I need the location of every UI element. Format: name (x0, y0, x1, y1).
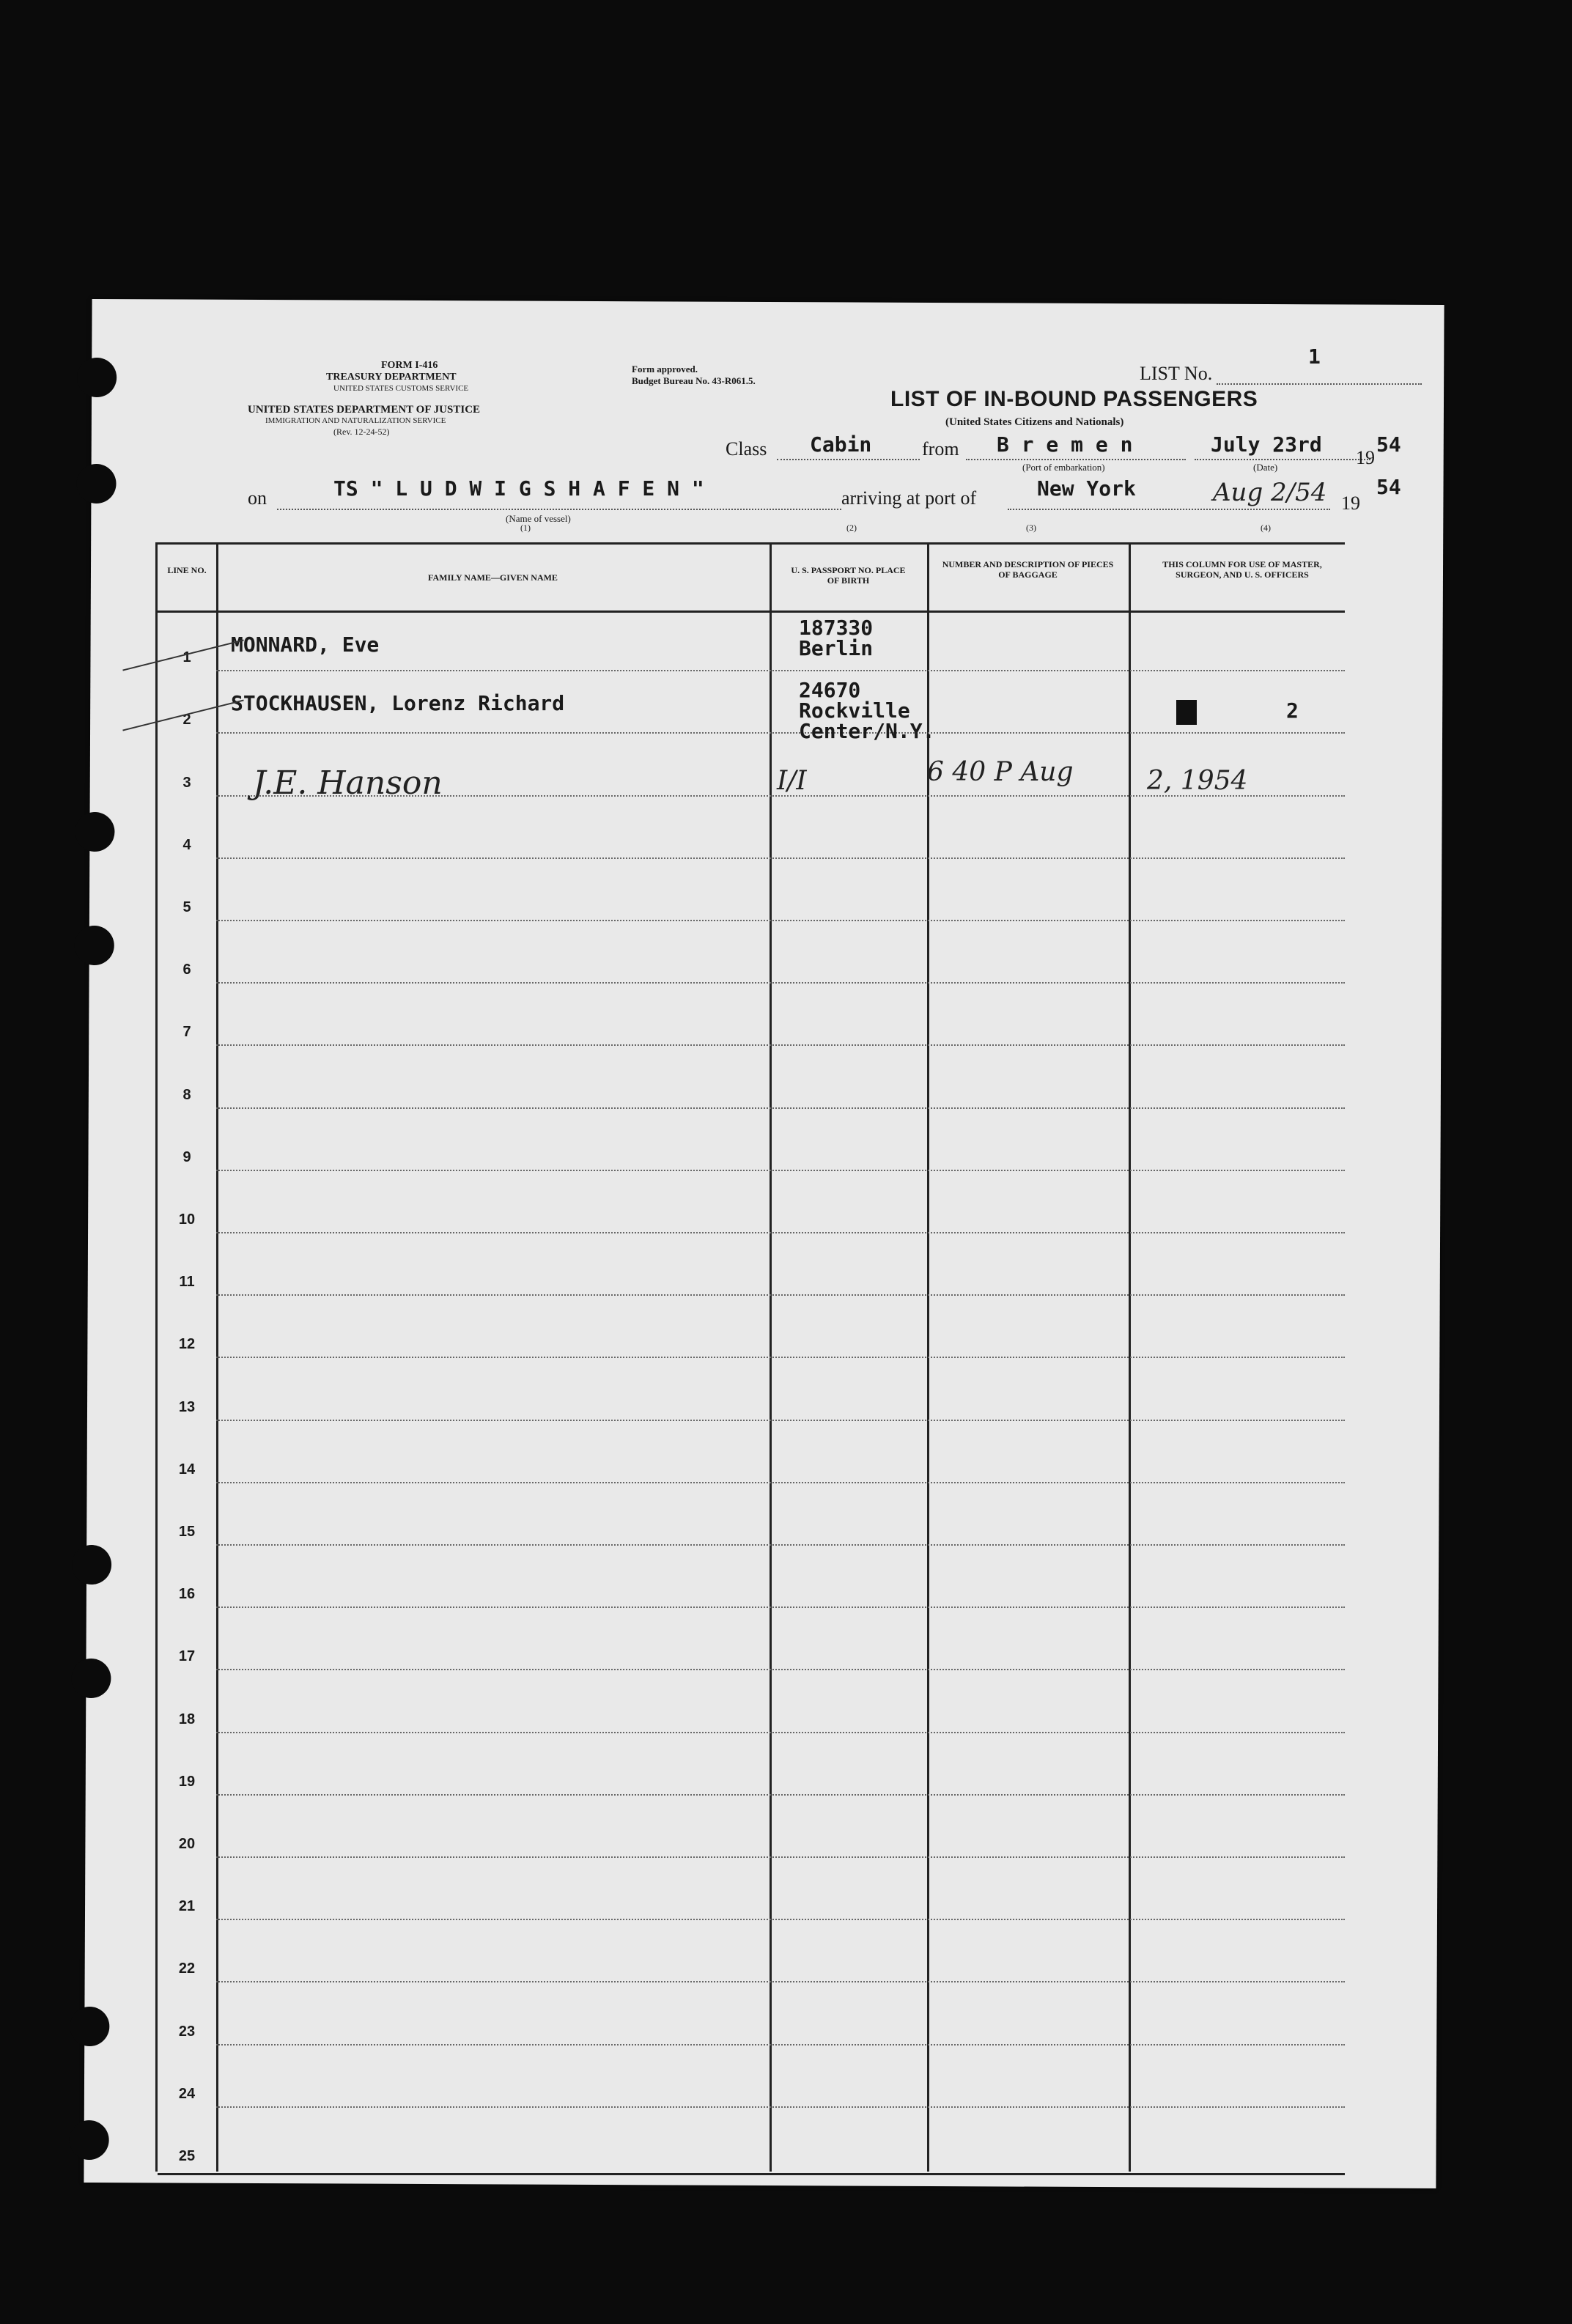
line-number: 10 (178, 1211, 196, 1228)
header-officers: THIS COLUMN FOR USE OF MASTER, SURGEON, AND U. S. OFFICERS (1162, 559, 1322, 580)
table-row (216, 1856, 1345, 1858)
row-1-birthplace: Berlin (799, 636, 874, 660)
arrival-date-handwritten: Aug 2/54 (1213, 478, 1327, 507)
table-row (216, 670, 1345, 671)
date-caption: (Date) (1253, 462, 1278, 473)
header-name: FAMILY NAME—GIVEN NAME (428, 572, 558, 583)
table-row (216, 1170, 1345, 1171)
caption-2: (2) (846, 523, 857, 533)
line-number: 17 (178, 1648, 196, 1665)
table-row (216, 1794, 1345, 1796)
table-row (216, 1606, 1345, 1608)
vessel-caption: (Name of vessel) (506, 513, 571, 524)
table-row (216, 1357, 1345, 1358)
table-row (216, 1482, 1345, 1483)
header-passport: U. S. PASSPORT NO. PLACE OF BIRTH (791, 565, 906, 586)
table-row (216, 1107, 1345, 1109)
punch-hole (75, 926, 114, 965)
dept-of-justice: UNITED STATES DEPARTMENT OF JUSTICE (248, 404, 481, 416)
table-row (158, 2173, 1345, 2175)
punch-hole (76, 464, 116, 503)
class-label: Class (726, 438, 767, 460)
customs-service: UNITED STATES CUSTOMS SERVICE (333, 384, 469, 393)
line-number: 6 (182, 962, 191, 978)
year-prefix-2: 19 (1341, 493, 1360, 514)
budget-bureau: Budget Bureau No. 43-R061.5. (632, 375, 756, 386)
arriving-label: arriving at port of (841, 487, 977, 509)
form-approved: Form approved. (632, 364, 698, 375)
table-row (216, 1294, 1345, 1296)
punch-hole (70, 2007, 109, 2046)
row-3-passport-hw: I/I (777, 766, 807, 796)
revision: (Rev. 12-24-52) (333, 427, 390, 437)
line-number: 8 (182, 1086, 191, 1103)
table-row (216, 1544, 1345, 1546)
table-row (216, 1420, 1345, 1421)
header-baggage: NUMBER AND DESCRIPTION OF PIECES OF BAGGAGE (942, 559, 1114, 580)
punch-hole (72, 1545, 111, 1585)
year-prefix: 19 (1356, 447, 1375, 468)
line-number: 20 (178, 1836, 196, 1852)
list-title: LIST OF IN-BOUND PASSENGERS (890, 387, 1258, 411)
officer-mark (1176, 700, 1197, 725)
list-no-value: 1 (1308, 344, 1321, 369)
vessel-name: TS " L U D W I G S H A F E N " (333, 476, 704, 501)
signature: J.E. Hanson (253, 764, 443, 802)
class-value: Cabin (810, 432, 872, 457)
table-row (216, 2106, 1345, 2108)
year-value-2: 54 (1376, 475, 1401, 499)
table-row (216, 920, 1345, 921)
punch-hole (71, 1659, 111, 1698)
line-number: 7 (182, 1024, 191, 1041)
passenger-table (155, 542, 1345, 2172)
line-number: 15 (178, 1524, 196, 1540)
line-number: 19 (178, 1773, 196, 1790)
header-line-no: LINE NO. (167, 565, 207, 575)
table-row (216, 1981, 1345, 1982)
form-number: FORM I-416 (381, 360, 438, 371)
line-number: 5 (182, 899, 191, 915)
ins-line: IMMIGRATION AND NATURALIZATION SERVICE (265, 416, 446, 425)
punch-hole (70, 2120, 109, 2160)
table-row (216, 1732, 1345, 1733)
arrival-port: New York (1037, 476, 1136, 501)
year-value: 54 (1376, 432, 1401, 457)
table-row (216, 732, 1345, 734)
line-number: 13 (178, 1398, 196, 1415)
caption-1: (1) (520, 523, 531, 533)
table-row (216, 1044, 1345, 1046)
table-row (216, 857, 1345, 859)
row-2-birthplace-cont: Center/N.Y. (799, 719, 935, 743)
embark-caption: (Port of embarkation) (1022, 462, 1105, 473)
line-number: 4 (182, 836, 191, 853)
punch-hole (75, 812, 114, 852)
line-number: 24 (178, 2085, 196, 2102)
line-number: 14 (178, 1461, 196, 1478)
port-of-embarkation: B r e m e n (997, 432, 1133, 457)
embarkation-date: July 23rd (1211, 432, 1322, 457)
row-2-birthplace: Rockville (799, 698, 910, 723)
treasury-department: TREASURY DEPARTMENT (326, 372, 457, 383)
punch-hole (77, 358, 117, 397)
from-label: from (922, 438, 959, 460)
line-number: 1 (182, 649, 191, 666)
line-number: 18 (178, 1711, 196, 1727)
row-2-officer: 2 (1286, 698, 1299, 723)
table-row (216, 982, 1345, 984)
table-row (216, 1232, 1345, 1233)
on-label: on (248, 487, 267, 509)
line-number: 2 (182, 712, 191, 728)
row-1-passport: 187330 (799, 616, 874, 640)
caption-4: (4) (1261, 523, 1271, 533)
line-number: 25 (178, 2148, 196, 2164)
list-subtitle: (United States Citizens and Nationals) (945, 416, 1124, 428)
row-3-baggage-hw: 6 40 P Aug (927, 757, 1074, 787)
row-2-name: STOCKHAUSEN, Lorenz Richard (231, 691, 565, 715)
table-row (216, 2044, 1345, 2046)
line-number: 9 (182, 1148, 191, 1165)
line-number: 16 (178, 1586, 196, 1603)
line-number: 21 (178, 1898, 196, 1915)
row-2-passport: 24670 (799, 678, 861, 702)
table-row (216, 1669, 1345, 1670)
line-number: 3 (182, 774, 191, 791)
caption-3: (3) (1026, 523, 1036, 533)
list-no-label: LIST No. (1140, 363, 1213, 384)
row-3-officer-hw: 2, 1954 (1147, 766, 1248, 796)
line-number: 22 (178, 1960, 196, 1977)
row-1-name: MONNARD, Eve (231, 632, 380, 657)
line-number: 12 (178, 1336, 196, 1353)
table-row (216, 1919, 1345, 1920)
line-number: 23 (178, 2023, 196, 2040)
line-number: 11 (179, 1274, 195, 1291)
